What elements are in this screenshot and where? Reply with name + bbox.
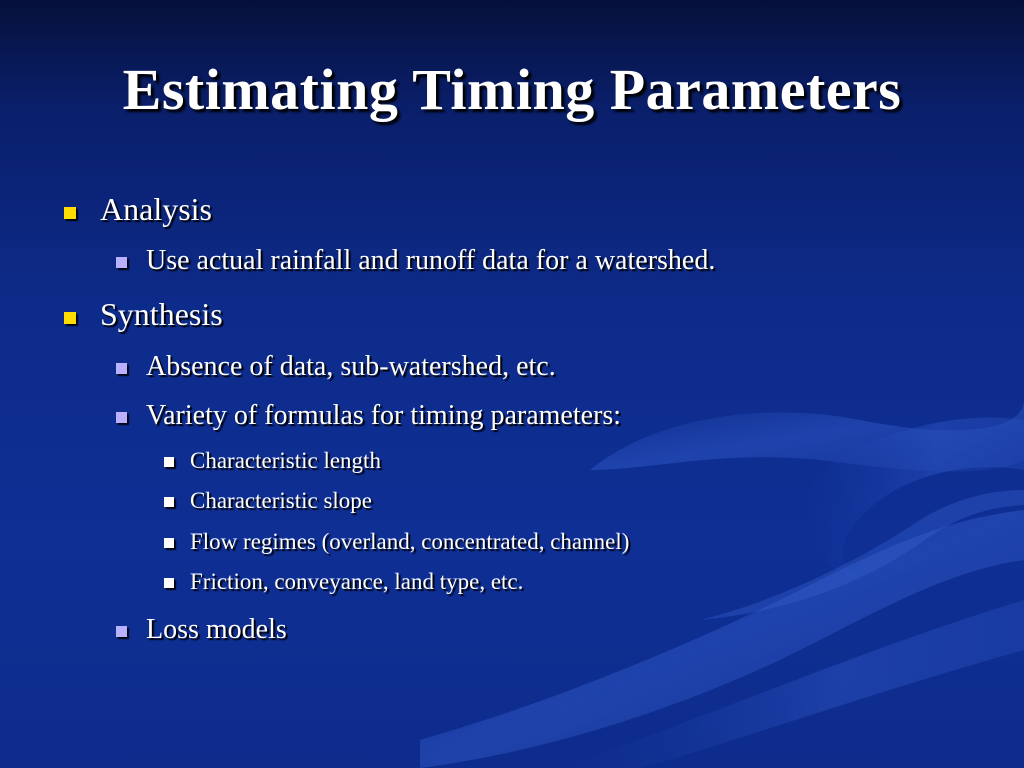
bullet-item-synthesis: Synthesis <box>100 296 223 332</box>
bullet-marker <box>116 363 127 374</box>
bullet-item-variety-of-formulas: Variety of formulas for timing parameters: <box>146 400 622 431</box>
bullet-item-analysis: Analysis <box>100 191 212 227</box>
bullet-marker <box>64 207 76 219</box>
bullet-item-characteristic-length: Characteristic length <box>190 448 381 473</box>
slide-title: Estimating Timing Parameters <box>122 57 902 122</box>
bullet-item-flow-regimes: Flow regimes (overland, concentrated, channel) <box>190 529 630 554</box>
bullet-item-loss-models: Loss models <box>146 614 287 645</box>
bullet-item-characteristic-slope: Characteristic slope <box>190 488 373 513</box>
bullet-marker <box>164 538 174 548</box>
bullet-marker <box>164 497 174 507</box>
bullet-item-use-actual-data: Use actual rainfall and runoff data for a watershed. <box>146 245 716 276</box>
bullet-item-friction-conveyance: Friction, conveyance, land type, etc. <box>190 569 524 594</box>
bullet-marker <box>116 412 127 423</box>
bullet-marker <box>116 626 127 637</box>
bullet-marker <box>164 578 174 588</box>
bullet-marker <box>64 312 76 324</box>
bullet-marker <box>164 457 174 467</box>
bullet-item-absence-of-data: Absence of data, sub-watershed, etc. <box>146 351 556 382</box>
bullet-marker <box>116 257 127 268</box>
